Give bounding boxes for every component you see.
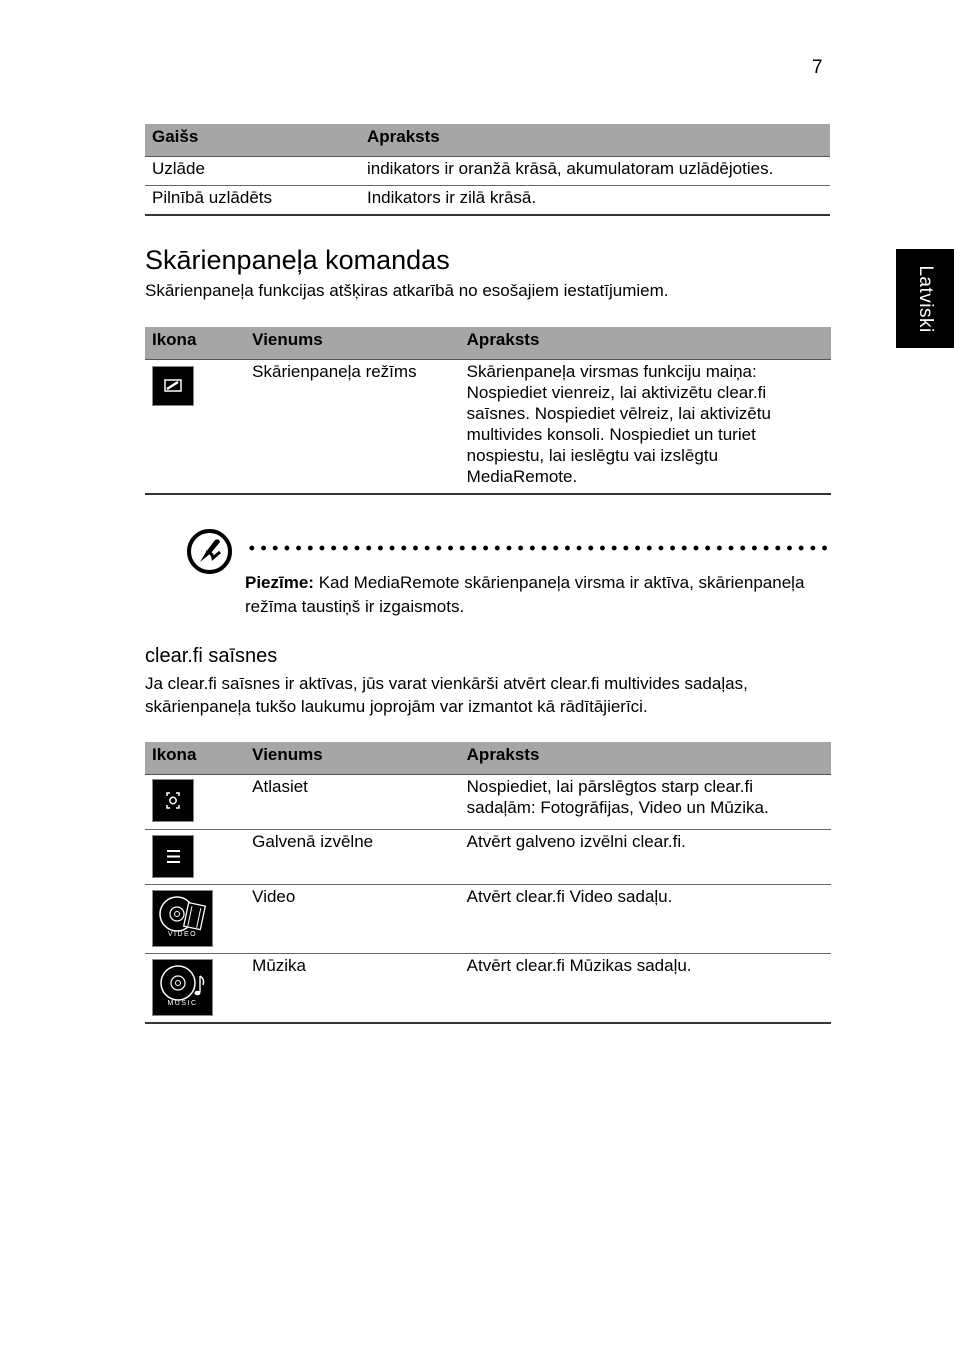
table-row [145,830,831,885]
subsection-title: clear.fi saīsnes [145,645,278,667]
touchpad-mode-icon [152,366,194,406]
main-menu-icon [152,835,194,878]
table-row [145,775,831,830]
note-body: Kad MediaRemote skārienpaneļa virsma ir aktīva, skārienpaneļa režīma taustiņš ir izgaismots. [245,573,805,616]
select-icon [152,779,194,822]
item-cell: Atlasiet [245,775,460,830]
note-text [245,571,805,619]
table-cell: indikators ir oranžā krāsā, akumulatoram uzlādējoties. [360,157,830,186]
description-cell: Nospiediet, lai pārslēgtos starp clear.fi sadaļām: Fotogrāfijas, Video un Mūzika. [460,775,831,830]
video-icon [152,890,213,947]
table-header-row [145,327,831,360]
column-header: Apraksts [360,124,830,157]
column-header: Apraksts [460,327,831,360]
icon-cell [145,775,245,830]
description-cell: Atvērt clear.fi Video sadaļu. [460,885,831,954]
column-header: Gaišs [145,124,360,157]
video-icon-caption: VIDEO [167,931,198,938]
item-cell: Mūzika [245,954,460,1024]
table-row [145,360,831,495]
music-icon [152,959,213,1016]
icon-cell [145,954,245,1024]
note-divider [246,545,831,551]
section-title: Skārienpaneļa komandas [145,245,450,275]
table-row [145,157,830,186]
table-row [145,954,831,1024]
note-label: Piezīme: [245,573,314,592]
indicator-light-table [145,124,830,216]
description-cell: Skārienpaneļa virsmas funkciju maiņa: Nospiediet vienreiz, lai aktivizētu clear.fi saīsnes. Nospiediet vēlreiz, lai aktivizētu multivides konsoli. Nospiediet un turiet nospiestu, lai ieslēgtu vai izslēgtu MediaRemote. [460,360,831,495]
table-cell: Indikators ir zilā krāsā. [360,186,830,216]
section-intro: Skārienpaneļa funkcijas atšķiras atkarībā no esošajiem iestatījumiem. [145,281,669,300]
description-cell: Atvērt galveno izvēlni clear.fi. [460,830,831,885]
touchpad-command-table [145,327,831,495]
item-cell: Video [245,885,460,954]
language-tab [896,249,954,348]
subsection-text: Ja clear.fi saīsnes ir aktīvas, jūs varat vienkārši atvērt clear.fi multivides sadaļas, skārienpaneļa tukšo laukumu joprojām var izmantot kā rādītājierīci. [145,674,748,716]
column-header: Ikona [145,742,245,775]
icon-cell [145,360,245,495]
icon-cell [145,885,245,954]
music-icon-caption: MUSIC [167,1000,198,1007]
column-header: Apraksts [460,742,831,775]
table-row [145,885,831,954]
description-cell: Atvērt clear.fi Mūzikas sadaļu. [460,954,831,1024]
table-header-row [145,124,830,157]
column-header: Ikona [145,327,245,360]
item-cell: Galvenā izvēlne [245,830,460,885]
column-header: Vienums [245,327,460,360]
language-tab-label: Latviski [915,264,936,333]
table-cell: Uzlāde [145,157,360,186]
table-cell: Pilnībā uzlādēts [145,186,360,216]
icon-cell [145,830,245,885]
page-number: 7 [812,57,823,78]
item-cell: Skārienpaneļa režīms [245,360,460,495]
table-row [145,186,830,216]
column-header: Vienums [245,742,460,775]
clearfi-shortcut-table [145,742,831,1024]
table-header-row [145,742,831,775]
note-icon [186,528,233,575]
